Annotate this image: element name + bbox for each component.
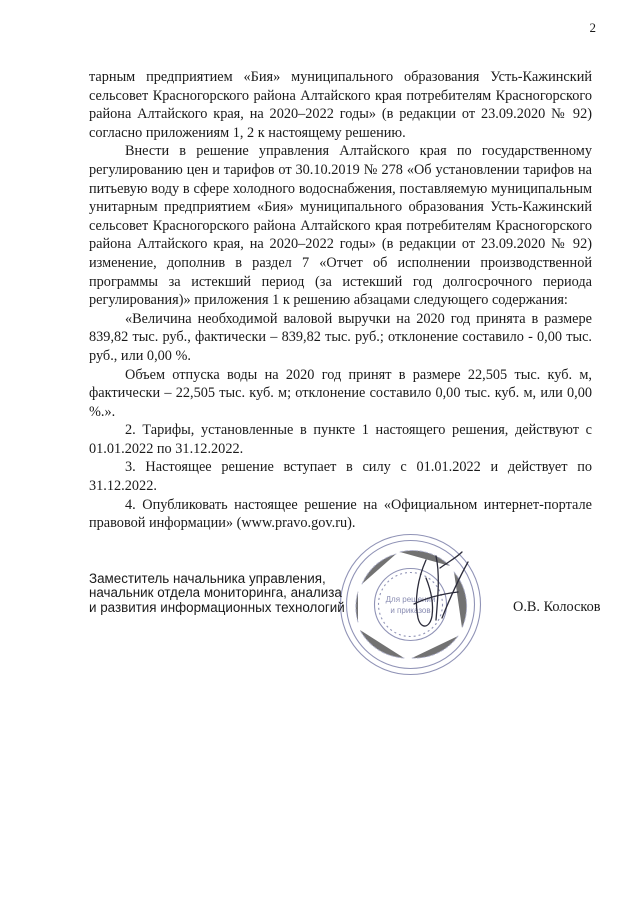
signer-name: О.В. Колосков	[513, 599, 601, 615]
paragraph-publish: 4. Опубликовать настоящее решение на «Официальном интернет-портале правовой информации» (www.pravo.gov.ru).	[89, 496, 592, 532]
signer-title-line-1: Заместитель начальника управления,	[89, 571, 326, 586]
page-number: 2	[589, 20, 596, 35]
stamp-text-line-2: и приказов	[390, 606, 431, 615]
signer-title-line-3: и развития информационных технологий	[89, 599, 345, 615]
signature-block	[89, 571, 601, 615]
stamp-text-line-1: Для решений	[385, 595, 436, 604]
paragraph-tariffs: 2. Тарифы, установленные в пункте 1 настоящего решения, действуют с 01.01.2022 по 31.12.2022.	[89, 422, 592, 457]
paragraph-effective-date: 3. Настоящее решение вступает в силу с 01.01.2022 и действует по 31.12.2022.	[89, 459, 592, 495]
paragraph-continuation: тарным предприятием «Бия» муниципального образования Усть-Кажинский сельсовет Красногорского района Алтайского края потребителям Красногорского района Алтайского края, на 2020–2022 годы» (в редакции от 23.09.2020 № 92) согласно приложениям 1, 2 к настоящему решению.	[89, 69, 592, 141]
paragraph-amendment: Внести в решение управления Алтайского края по государственному регулированию цен и тарифов от 30.10.2019 № 278 «Об установлении тарифов на питьевую воду в сфере холодного водоснабжения, поставляемую муниципальным унитарным предприятием «Бия» муниципального образования Усть-Кажинский сельсовет Красногорского района Алтайского края потребителям Красногорского района Алтайского края, на 2020–2022 годы» (в редакции от 23.09.2020 № 92) изменение, дополнив в раздел 7 «Отчет об исполнении производственной программы за истекший период (за истекший год долгосрочного периода регулирования)» приложения 1 к решению абзацами следующего содержания:	[89, 143, 592, 309]
document-body	[89, 68, 592, 533]
paragraph-water-volume: Объем отпуска воды на 2020 год принят в размере 22,505 тыс. куб. м, фактически – 22,505 тыс. куб. м; отклонение составило 0,00 тыс. куб. м, или 0,00 %.».	[89, 366, 592, 420]
signer-title-line-2: начальник отдела мониторинга, анализа	[89, 585, 342, 601]
paragraph-revenue: «Величина необходимой валовой выручки на 2020 год принята в размере 839,82 тыс. руб., фактически – 839,82 тыс. руб.; отклонение составило - 0,00 тыс. руб., или 0,00 %.	[89, 310, 592, 364]
